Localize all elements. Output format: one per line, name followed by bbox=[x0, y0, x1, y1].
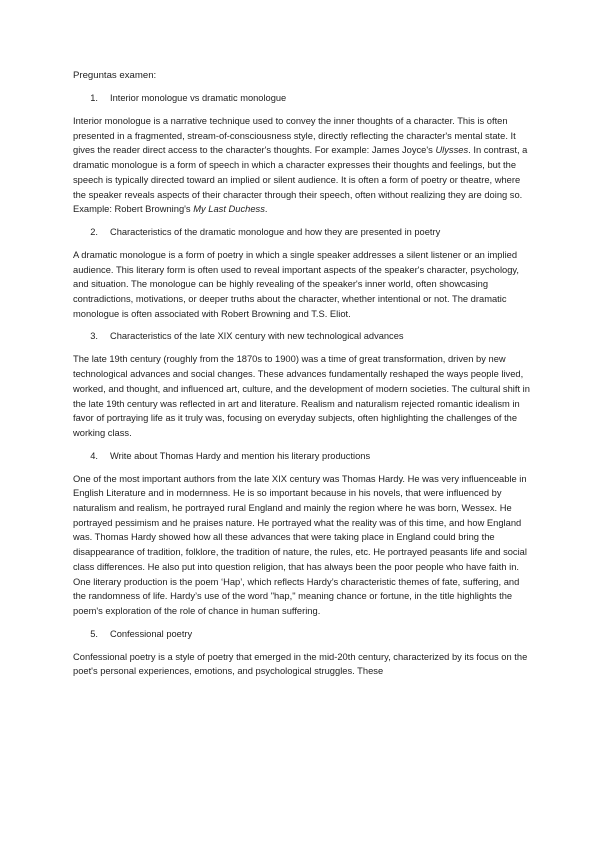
list-item-2 bbox=[73, 226, 533, 239]
section-heading: Characteristics of the late XIX century with new technological advances bbox=[110, 331, 404, 342]
list-number: 3. bbox=[90, 331, 98, 342]
paragraph-text: . bbox=[264, 204, 268, 215]
page-title: Preguntas examen: bbox=[73, 70, 157, 81]
section-heading: Interior monologue vs dramatic monologue bbox=[110, 93, 287, 103]
paragraph-text: . In contrast, a dramatic monologue is a form of speech in which a character expresses their thoughts and feelings, but the speech is typically directed toward an implied or silent audience. It is often a form of poetry or theatre, where the speaker reveals aspects of their character through their speech, often without realizing they are doing so. Example: Robert Browning's bbox=[73, 145, 528, 215]
section-heading: Write about Thomas Hardy and mention his literary productions bbox=[110, 450, 371, 461]
section-paragraph-5: Confessional poetry is a style of poetry that emerged in the mid-20th century, characterized by its focus on the poet's personal experiences, emotions, and psychological struggles. These bbox=[73, 651, 528, 677]
list-number: 2. bbox=[90, 226, 98, 237]
list-number: 5. bbox=[90, 628, 98, 639]
section-paragraph-2: A dramatic monologue is a form of poetry in which a single speaker addresses a silent listener or an implied audience. This literary form is often used to reveal important aspects of the speaker's character, psychology, and situation. The monologue can be highly revealing of the speaker's inner world, often showcasing contradictions, motivations, or deeper truths about the character, whether intentional or not. The dramatic monologue is often associated with Robert Browning and T.S. Eliot. bbox=[73, 249, 520, 319]
list-item-5 bbox=[73, 628, 533, 641]
section-heading: Characteristics of the dramatic monologue and how they are presented in poetry bbox=[110, 226, 441, 237]
document-page bbox=[73, 69, 533, 688]
section-paragraph-1 bbox=[73, 114, 533, 217]
section-heading: Confessional poetry bbox=[110, 628, 193, 639]
list-number: 1. bbox=[90, 93, 98, 103]
list-item-4 bbox=[73, 450, 533, 463]
italic-title: Ulysses bbox=[435, 145, 469, 156]
list-number: 4. bbox=[90, 450, 98, 461]
list-item-1 bbox=[73, 92, 533, 105]
italic-title: My Last Duchess bbox=[193, 204, 265, 215]
section-paragraph-3: The late 19th century (roughly from the 1870s to 1900) was a time of great transformation, driven by new technological advances and social changes. These advances fundamentally reshaped the ways people lived, worked, and thought, and influenced art, culture, and the development of modern societies. The cultural shift in the late 19th century was reflected in art and literature. Realism and naturalism rejected romantic idealism in favor of portraying life as it truly was, focusing on everyday subjects, often highlighting the challenges of the working class. bbox=[73, 354, 530, 438]
paragraph-text: Interior monologue is a narrative technique used to convey the inner thoughts of a character. This is often presented in a fragmented, stream-of-consciousness style, directly reflecting the character's mental state. It gives the reader direct access to the character's thoughts. For example: James Joyce's bbox=[73, 116, 516, 156]
list-item-3 bbox=[73, 330, 533, 343]
section-paragraph-4: One of the most important authors from the late XIX century was Thomas Hardy. He was very influenceable in English Literature and in modernness. He is so important because in his novels, that were influenced by naturalism and realism, he portrayed rural England and mainly the region where he was born, Wessex. He portrayed pessimism and he praises nature. He portrayed what the reality was of this time, and how England was. Thomas Hardy showed how all these advances that were taking place in England could bring the disappearance of tradition, folklore, the tradition of nature, the rules, etc. He portrayed peasants life and social class differences. He also put into question religion, that has always been the poor people who have faith in. One literary production is the poem ‘Hap’, which reflects Hardy’s characteristic themes of fate, suffering, and the randomness of life. Hardy’s use of the word "hap," meaning chance or fortune, in the title highlights the poem's exploration of the role of chance in human suffering. bbox=[73, 473, 527, 616]
